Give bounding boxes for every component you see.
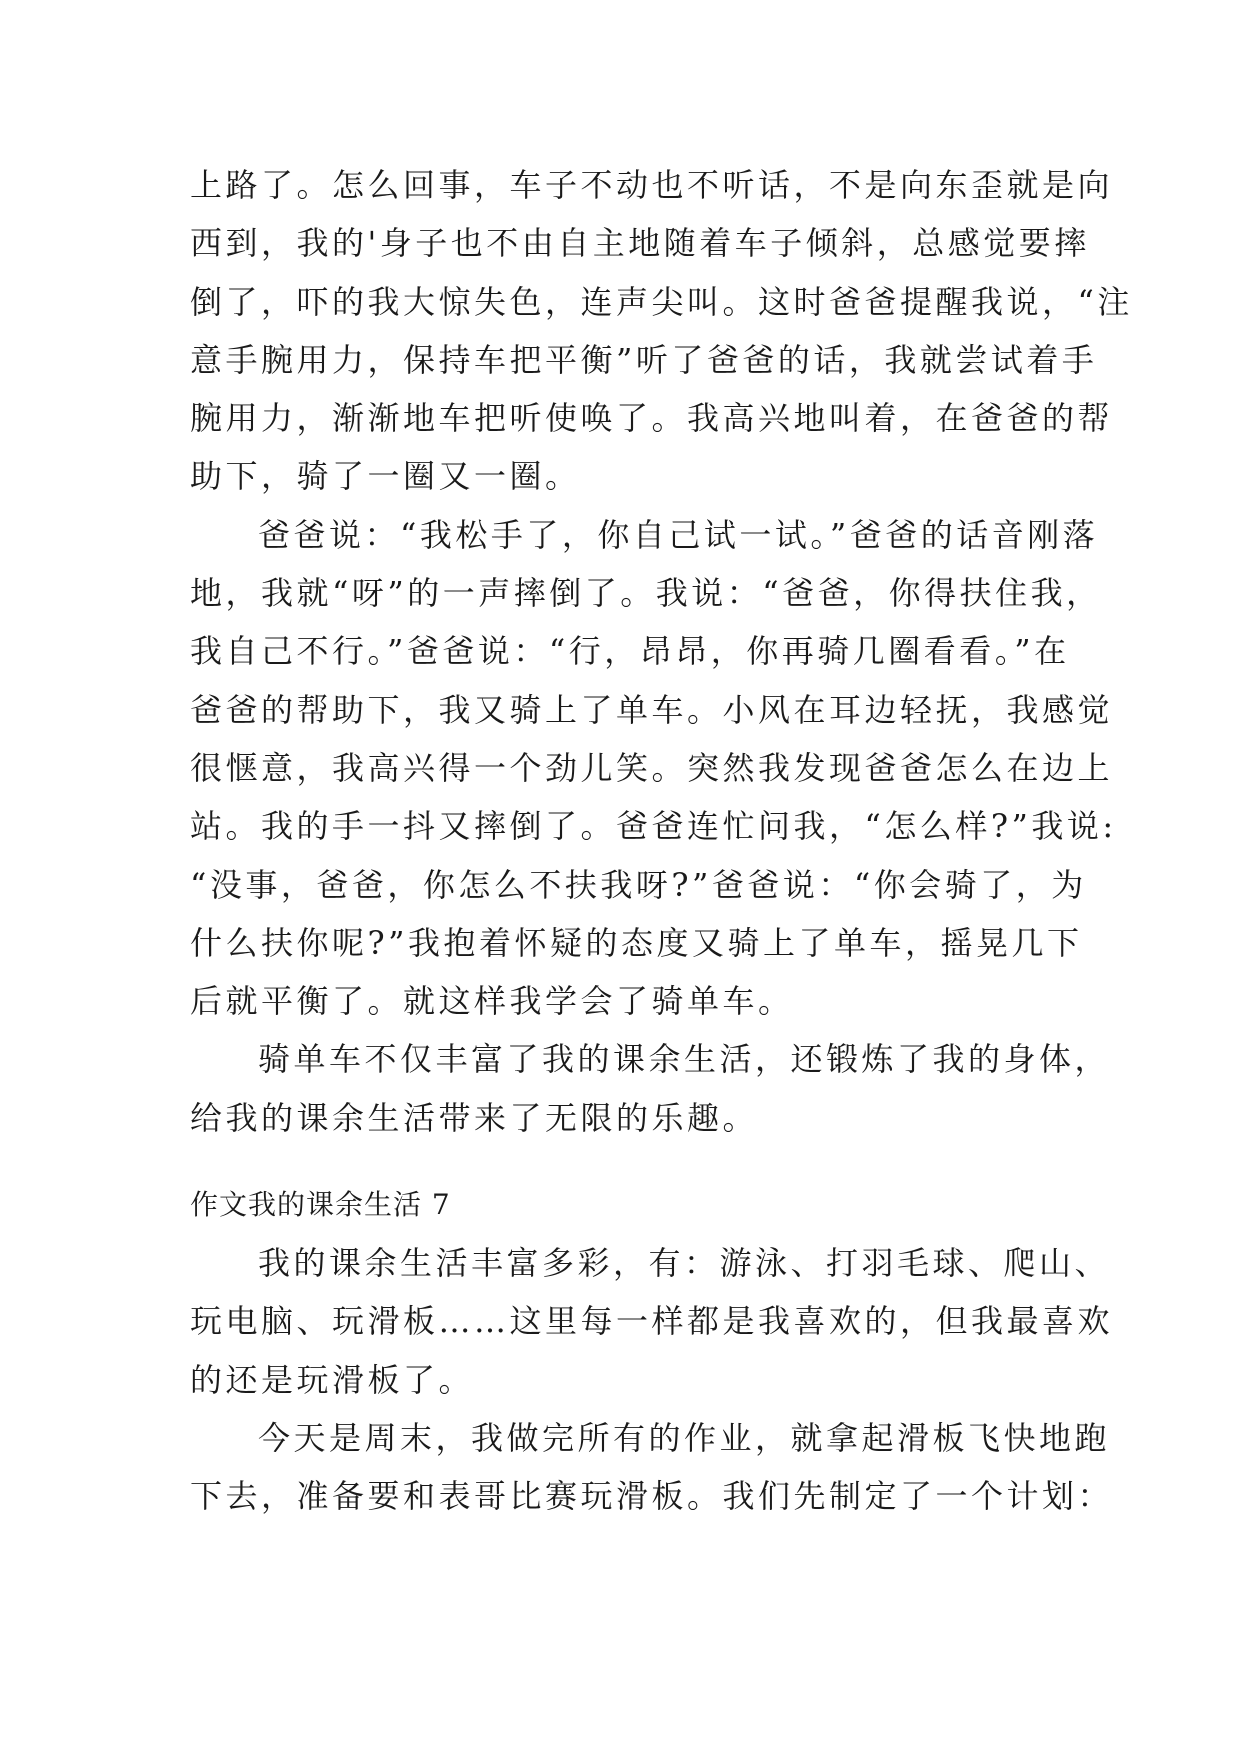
paragraph bbox=[190, 1409, 1114, 1526]
text-line: 倒了，吓的我大惊失色，连声尖叫。这时爸爸提醒我说，“注 bbox=[190, 282, 1133, 321]
text-line: 给我的课余生活带来了无限的乐趣。 bbox=[190, 1098, 759, 1137]
paragraph bbox=[190, 156, 1133, 506]
text-line: 助下，骑了一圈又一圈。 bbox=[190, 457, 581, 496]
text-line: 我的课余生活丰富多彩，有：游泳、打羽毛球、爬山、 bbox=[258, 1244, 1111, 1283]
text-line: 很惬意，我高兴得一个劲儿笑。突然我发现爸爸怎么在边上 bbox=[190, 748, 1114, 787]
text-line: 上路了。怎么回事，车子不动也不听话，不是向东歪就是向 bbox=[190, 166, 1114, 204]
text-line: 爸爸说：“我松手了，你自己试一试。”爸爸的话音刚落 bbox=[258, 515, 1099, 554]
text-line: 爸爸的帮助下，我又骑上了单车。小风在耳边轻抚，我感觉 bbox=[190, 690, 1114, 729]
section-heading: 作文我的课余生活 7 bbox=[190, 1188, 451, 1222]
paragraph bbox=[190, 506, 1117, 1031]
text-line: 后就平衡了。就这样我学会了骑单车。 bbox=[190, 982, 794, 1021]
document-page bbox=[190, 156, 1133, 1526]
text-line: 今天是周末，我做完所有的作业，就拿起滑板飞快地跑 bbox=[258, 1418, 1111, 1457]
text-line: 意手腕用力，保持车把平衡”听了爸爸的话，我就尝试着手 bbox=[190, 340, 1098, 379]
text-line: 西到，我的'身子也不由自主地随着车子倾斜，总感觉要摔 bbox=[190, 224, 1090, 263]
text-line: 什么扶你呢?”我抱着怀疑的态度又骑上了单车，摇晃几下 bbox=[190, 923, 1083, 962]
text-line: 地，我就“呀”的一声摔倒了。我说：“爸爸，你得扶住我， bbox=[190, 574, 1102, 613]
text-line: 腕用力，渐渐地车把听使唤了。我高兴地叫着，在爸爸的帮 bbox=[190, 399, 1114, 438]
paragraph bbox=[190, 1234, 1114, 1409]
text-line: 站。我的手一抖又摔倒了。爸爸连忙问我，“怎么样?”我说: bbox=[190, 807, 1117, 846]
text-line: 玩电脑、玩滑板……这里每一样都是我喜欢的，但我最喜欢 bbox=[190, 1302, 1114, 1341]
text-line: 的还是玩滑板了。 bbox=[190, 1360, 475, 1399]
text-line: “没事，爸爸，你怎么不扶我呀?”爸爸说：“你会骑了，为 bbox=[190, 865, 1087, 904]
text-line: 下去，准备要和表哥比赛玩滑板。我们先制定了一个计划： bbox=[190, 1477, 1114, 1516]
paragraph bbox=[190, 1030, 1111, 1147]
section-spacer bbox=[190, 1147, 1070, 1176]
text-line: 骑单车不仅丰富了我的课余生活，还锻炼了我的身体， bbox=[258, 1040, 1111, 1079]
text-line: 我自己不行。”爸爸说：“行，昂昂，你再骑几圈看看。”在 bbox=[190, 632, 1070, 671]
